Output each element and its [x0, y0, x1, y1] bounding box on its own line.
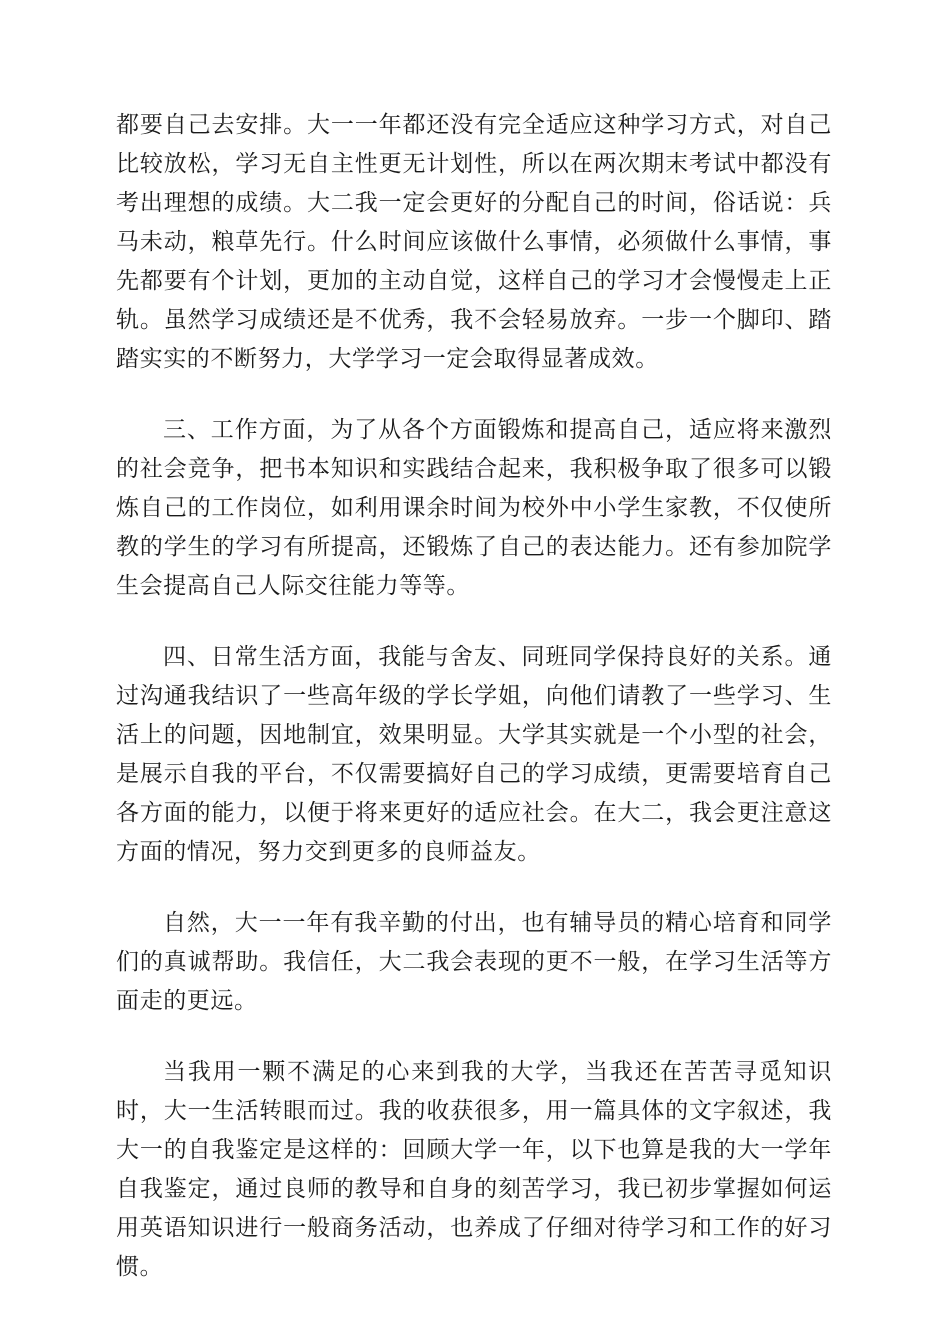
paragraph-study-continued: 都要自己去安排。大一一年都还没有完全适应这种学习方式，对自己比较放松，学习无自主性更无计划性，所以在两次期末考试中都没有考出理想的成绩。大二我一定会更好的分配自己的时间，俗话说：兵马未动，粮草先行。什么时间应该做什么事情，必须做什么事情，事先都要有个计划，更加的主动自觉，这样自己的学习才会慢慢走上正轨。虽然学习成绩还是不优秀，我不会轻易放弃。一步一个脚印、踏踏实实的不断努力，大学学习一定会取得显著成效。 — [116, 112, 832, 372]
paragraph-daily-life: 四、日常生活方面，我能与舍友、同班同学保持良好的关系。通过沟通我结识了一些高年级的学长学姐，向他们请教了一些学习、生活上的问题，因地制宜，效果明显。大学其实就是一个小型的社会，是展示自我的平台，不仅需要搞好自己的学习成绩，更需要培育自己各方面的能力，以便于将来更好的适应社会。在大二，我会更注意这方面的情况，努力交到更多的良师益友。 — [116, 644, 832, 865]
paragraph-work: 三、工作方面，为了从各个方面锻炼和提高自己，适应将来激烈的社会竞争，把书本知识和实践结合起来，我积极争取了很多可以锻炼自己的工作岗位，如利用课余时间为校外中小学生家教，不仅使所教的学生的学习有所提高，还锻炼了自己的表达能力。还有参加院学生会提高自己人际交往能力等等。 — [116, 417, 832, 599]
paragraph-gratitude: 自然，大一一年有我辛勤的付出，也有辅导员的精心培育和同学们的真诚帮助。我信任，大二我会表现的更不一般，在学习生活等方面走的更远。 — [116, 910, 832, 1014]
document-page — [116, 106, 832, 1319]
paragraph-self-assessment: 当我用一颗不满足的心来到我的大学，当我还在苦苦寻觅知识时，大一生活转眼而过。我的收获很多，用一篇具体的文字叙述，我大一的自我鉴定是这样的：回顾大学一年，以下也算是我的大一学年自我鉴定，通过良师的教导和自身的刻苦学习，我已初步掌握如何运用英语知识进行一般商务活动，也养成了仔细对待学习和工作的好习惯。 — [116, 1059, 832, 1280]
